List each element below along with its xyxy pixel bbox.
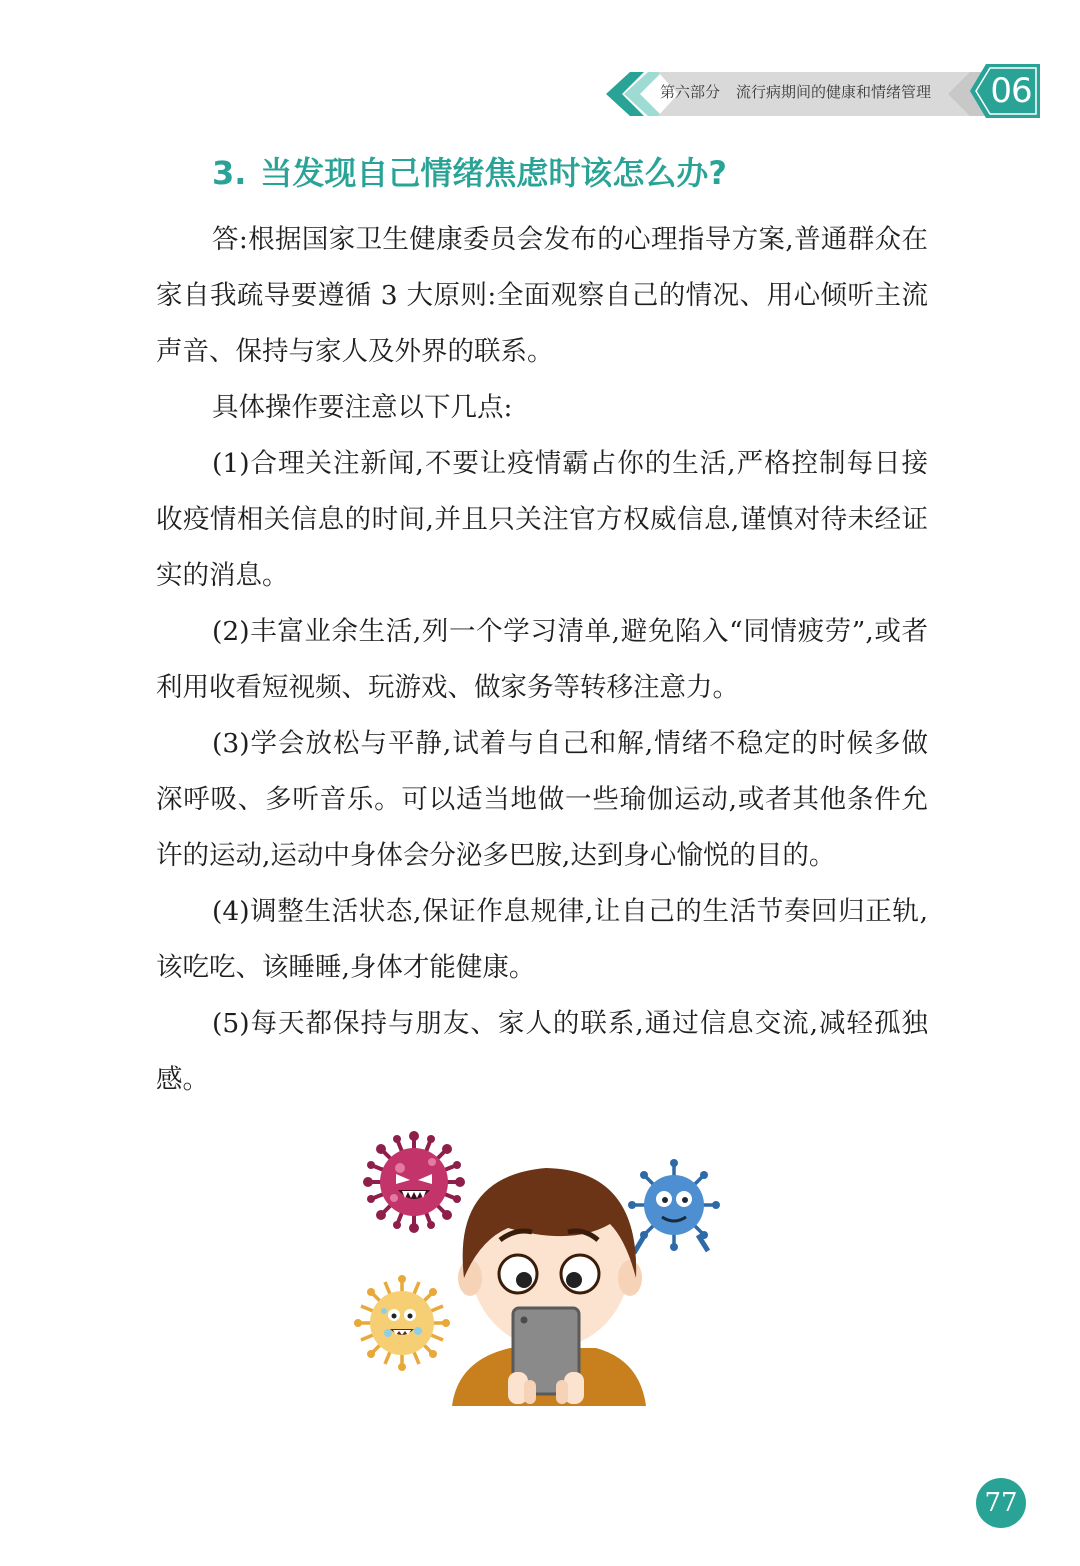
page-header (0, 0, 1080, 140)
section-title (212, 148, 727, 198)
answer-paragraph: 答:根据国家卫生健康委员会发布的心理指导方案,普通群众在家自我疏导要遵循 3 大原则:全面观察自己的情况、用心倾听主流声音、保持与家人及外界的联系。 (156, 224, 928, 367)
header-band-graphic (0, 0, 1080, 140)
intro-paragraph: 具体操作要注意以下几点: (212, 392, 513, 423)
red-virus-icon (363, 1131, 465, 1233)
illustration (340, 1128, 740, 1413)
tip-paragraph-1: (1)合理关注新闻,不要让疫情霸占你的生活,严格控制每日接收疫情相关信息的时间,并且只关注官方权威信息,谨慎对待未经证实的消息。 (156, 448, 928, 591)
section-number: 3. (212, 154, 247, 192)
worried-boy-with-phone-icon (452, 1168, 646, 1406)
tip-paragraph-3: (3)学会放松与平静,试着与自己和解,情绪不稳定的时候多做深呼吸、多听音乐。可以适当地做一些瑜伽运动,或者其他条件允许的运动,运动中身体会分泌多巴胺,达到身心愉悦的目的。 (156, 728, 928, 871)
tip-paragraph-5: (5)每天都保持与朋友、家人的联系,通过信息交流,减轻孤独感。 (156, 1008, 928, 1095)
section-heading: 当发现自己情绪焦虑时该怎么办? (260, 154, 727, 192)
tip-paragraph-4: (4)调整生活状态,保证作息规律,让自己的生活节奏回归正轨,该吃吃、该睡睡,身体才能健康。 (156, 896, 928, 983)
tip-paragraph-2: (2)丰富业余生活,列一个学习清单,避免陷入“同情疲劳”,或者利用收看短视频、玩游戏、做家务等转移注意力。 (156, 616, 928, 703)
page-number: 77 (976, 1478, 1026, 1528)
yellow-virus-icon (354, 1275, 450, 1371)
chapter-number: 06 (990, 71, 1032, 111)
header-title (660, 80, 931, 104)
header-part: 第六部分 (660, 83, 721, 101)
double-chevron-icon (606, 72, 662, 116)
header-section: 流行病期间的健康和情绪管理 (736, 83, 932, 101)
blue-virus-icon (628, 1159, 720, 1253)
body-text (156, 212, 928, 1108)
